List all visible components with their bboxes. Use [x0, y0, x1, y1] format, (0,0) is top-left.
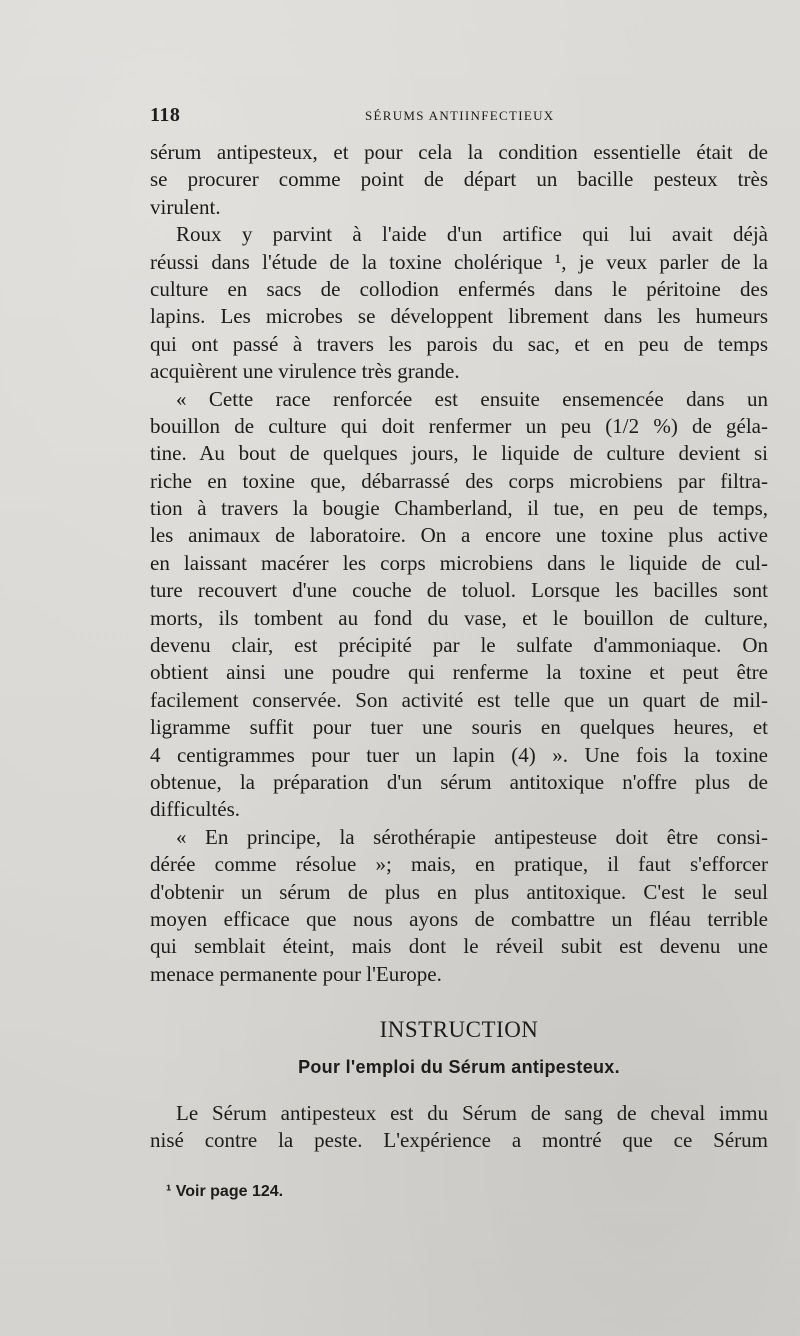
body-line: Roux y parvint à l'aide d'un artifice qui lui avait déjà [176, 222, 768, 247]
body-line: culture en sacs de collodion enfermés dans le péritoine des [150, 276, 768, 301]
section-title: INSTRUCTION [379, 1017, 539, 1042]
final-paragraph [150, 1100, 768, 1155]
final-line: nisé contre la peste. L'expérience a montré que ce Sérum [150, 1128, 768, 1153]
body-line: virulent. [150, 194, 221, 219]
body-line: réussi dans l'étude de la toxine cholérique ¹, je veux parler de la [150, 249, 768, 274]
body-line: difficultés. [150, 797, 241, 822]
body-line: lapins. Les microbes se développent librement dans les humeurs [150, 304, 768, 329]
body-line: qui semblait éteint, mais dont le réveil subit est devenu une [150, 934, 768, 959]
body-text [150, 139, 768, 988]
body-line: en laissant macérer les corps microbiens dans le liquide de cul- [150, 550, 768, 575]
page-number: 118 [150, 104, 181, 126]
body-line: sérum antipesteux, et pour cela la condition essentielle était de [150, 140, 768, 164]
footnote: ¹ Voir page 124. [166, 1183, 284, 1200]
body-line: ture recouvert d'une couche de toluol. Lorsque les bacilles sont [150, 578, 768, 603]
body-line: moyen efficace que nous ayons de combattre un fléau terrible [150, 906, 768, 931]
running-head [150, 104, 768, 128]
body-line: d'obtenir un sérum de plus en plus antitoxique. C'est le seul [150, 879, 768, 904]
body-line: « Cette race renforcée est ensuite ensemencée dans un [176, 386, 768, 411]
body-line: acquièrent une virulence très grande. [150, 359, 460, 384]
body-line: tion à travers la bougie Chamberland, il tue, en peu de temps, [150, 496, 768, 521]
final-line: Le Sérum antipesteux est du Sérum de sang de cheval immu [176, 1101, 768, 1125]
body-line: « En principe, la sérothérapie antipesteuse doit être consi- [176, 824, 768, 849]
body-line: ligramme suffit pour tuer une souris en quelques heures, et [150, 715, 768, 740]
running-title: SÉRUMS ANTIINFECTIEUX [365, 108, 555, 123]
body-line: les animaux de laboratoire. On a encore une toxine plus active [150, 523, 768, 548]
body-line: facilement conservée. Son activité est telle que un quart de mil- [150, 687, 768, 712]
body-line: bouillon de culture qui doit renfermer un peu (1/2 %) de géla- [150, 413, 768, 438]
body-line: obtenue, la préparation d'un sérum antitoxique n'offre plus de [150, 769, 768, 794]
body-line: morts, ils tombent au fond du vase, et le bouillon de culture, [150, 605, 768, 630]
body-line: devenu clair, est précipité par le sulfate d'ammoniaque. On [150, 633, 768, 658]
body-line: qui ont passé à travers les parois du sac, et en peu de temps [150, 331, 768, 356]
body-line: dérée comme résolue »; mais, en pratique, il faut s'efforcer [150, 852, 768, 877]
section-subtitle: Pour l'emploi du Sérum antipesteux. [298, 1057, 620, 1077]
body-line: se procurer comme point de départ un bacille pesteux très [150, 167, 768, 192]
body-line: obtient ainsi une poudre qui renferme la toxine et peut être [150, 660, 768, 685]
body-line: riche en toxine que, débarrassé des corps microbiens par filtra- [150, 468, 768, 493]
body-line: tine. Au bout de quelques jours, le liquide de culture devient si [150, 441, 768, 466]
body-line: menace permanente pour l'Europe. [150, 961, 442, 986]
body-line: 4 centigrammes pour tuer un lapin (4) ». Une fois la toxine [150, 742, 768, 767]
